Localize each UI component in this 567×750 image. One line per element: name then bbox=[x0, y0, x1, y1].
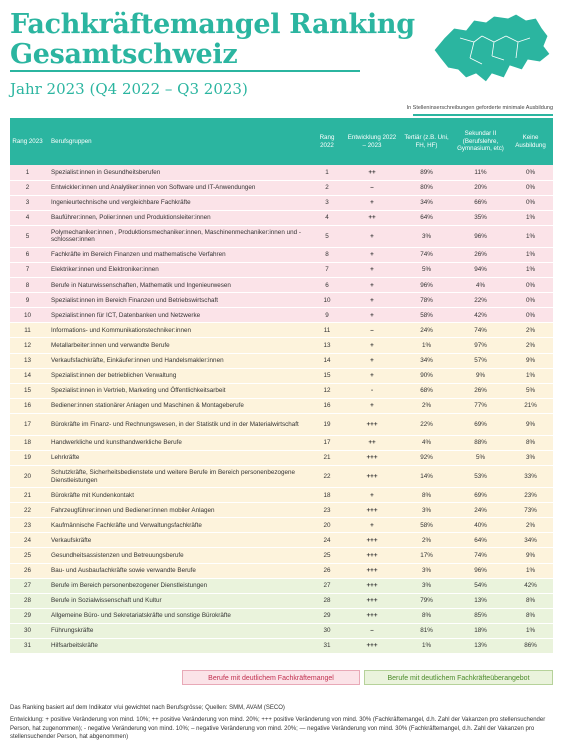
cell-secondary: 96% bbox=[453, 563, 508, 578]
table-row bbox=[10, 195, 553, 210]
table-row bbox=[10, 548, 553, 563]
cell-rank-2022: 6 bbox=[310, 278, 344, 293]
table-row bbox=[10, 466, 553, 488]
cell-none: 0% bbox=[508, 180, 553, 195]
table-row bbox=[10, 210, 553, 225]
cell-rank-2023: 7 bbox=[10, 262, 45, 277]
cell-secondary: 26% bbox=[453, 247, 508, 262]
cell-tertiary: 14% bbox=[400, 466, 453, 488]
cell-group: Hilfsarbeitskräfte bbox=[45, 639, 310, 654]
cell-group: Verkaufsfachkräfte, Einkäufer:innen und Handelsmakler:innen bbox=[45, 353, 310, 368]
cell-none: 8% bbox=[508, 593, 553, 608]
cell-rank-2022: 3 bbox=[310, 195, 344, 210]
cell-rank-2022: 9 bbox=[310, 308, 344, 323]
cell-rank-2023: 24 bbox=[10, 533, 45, 548]
table-row bbox=[10, 293, 553, 308]
cell-tertiary: 17% bbox=[400, 548, 453, 563]
cell-group: Schutzkräfte, Sicherheitsbedienstete und weitere Berufe im Bereich personenbezogene Dienstleistungen bbox=[45, 466, 310, 488]
cell-rank-2022: 11 bbox=[310, 323, 344, 338]
cell-rank-2022: 10 bbox=[310, 293, 344, 308]
cell-rank-2023: 4 bbox=[10, 210, 45, 225]
table-row bbox=[10, 338, 553, 353]
cell-none: 0% bbox=[508, 195, 553, 210]
col-group: Berufsgruppen bbox=[45, 118, 310, 165]
cell-tertiary: 34% bbox=[400, 353, 453, 368]
cell-none: 0% bbox=[508, 308, 553, 323]
cell-trend: + bbox=[344, 308, 400, 323]
table-row bbox=[10, 639, 553, 654]
cell-rank-2022: 29 bbox=[310, 608, 344, 623]
cell-trend: + bbox=[344, 247, 400, 262]
cell-secondary: 13% bbox=[453, 593, 508, 608]
cell-rank-2022: 28 bbox=[310, 593, 344, 608]
cell-group: Kaufmännische Fachkräfte und Verwaltungsfachkräfte bbox=[45, 518, 310, 533]
cell-trend: +++ bbox=[344, 608, 400, 623]
cell-trend: + bbox=[344, 278, 400, 293]
cell-rank-2023: 11 bbox=[10, 323, 45, 338]
cell-rank-2023: 13 bbox=[10, 353, 45, 368]
cell-secondary: 57% bbox=[453, 353, 508, 368]
cell-secondary: 53% bbox=[453, 466, 508, 488]
cell-tertiary: 89% bbox=[400, 165, 453, 180]
cell-none: 1% bbox=[508, 247, 553, 262]
cell-none: 1% bbox=[508, 225, 553, 247]
table-row bbox=[10, 593, 553, 608]
cell-secondary: 64% bbox=[453, 533, 508, 548]
cell-none: 2% bbox=[508, 338, 553, 353]
cell-none: 1% bbox=[508, 563, 553, 578]
cell-tertiary: 5% bbox=[400, 262, 453, 277]
cell-trend: + bbox=[344, 488, 400, 503]
cell-tertiary: 8% bbox=[400, 608, 453, 623]
cell-group: Spezialist:innen der betrieblichen Verwaltung bbox=[45, 368, 310, 383]
cell-trend: + bbox=[344, 225, 400, 247]
cell-rank-2022: 20 bbox=[310, 518, 344, 533]
cell-secondary: 96% bbox=[453, 225, 508, 247]
cell-none: 1% bbox=[508, 262, 553, 277]
cell-group: Spezialist:innen für ICT, Datenbanken und Netzwerke bbox=[45, 308, 310, 323]
cell-secondary: 22% bbox=[453, 293, 508, 308]
cell-secondary: 94% bbox=[453, 262, 508, 277]
table-row bbox=[10, 578, 553, 593]
cell-none: 9% bbox=[508, 548, 553, 563]
cell-secondary: 5% bbox=[453, 451, 508, 466]
table-row bbox=[10, 323, 553, 338]
cell-group: Verkaufskräfte bbox=[45, 533, 310, 548]
cell-group: Lehrkräfte bbox=[45, 451, 310, 466]
title-line-1: Fachkräftemangel Ranking bbox=[10, 9, 415, 40]
cell-secondary: 85% bbox=[453, 608, 508, 623]
cell-secondary: 54% bbox=[453, 578, 508, 593]
cell-tertiary: 22% bbox=[400, 413, 453, 435]
cell-group: Metallarbeiter:innen und verwandte Berufe bbox=[45, 338, 310, 353]
cell-tertiary: 1% bbox=[400, 639, 453, 654]
table-row bbox=[10, 435, 553, 450]
cell-rank-2023: 3 bbox=[10, 195, 45, 210]
cell-secondary: 74% bbox=[453, 548, 508, 563]
cell-none: 2% bbox=[508, 323, 553, 338]
cell-rank-2023: 31 bbox=[10, 639, 45, 654]
cell-trend: + bbox=[344, 262, 400, 277]
cell-rank-2023: 14 bbox=[10, 368, 45, 383]
cell-rank-2023: 5 bbox=[10, 225, 45, 247]
table-row bbox=[10, 623, 553, 638]
cell-rank-2022: 30 bbox=[310, 623, 344, 638]
cell-secondary: 97% bbox=[453, 338, 508, 353]
table-row bbox=[10, 165, 553, 180]
cell-rank-2023: 18 bbox=[10, 435, 45, 450]
cell-tertiary: 58% bbox=[400, 308, 453, 323]
cell-secondary: 40% bbox=[453, 518, 508, 533]
legend-surplus: Berufe mit deutlichem Fachkräfteüberangebot bbox=[364, 670, 553, 685]
cell-group: Polymechaniker:innen , Produktionsmechaniker:innen, Maschinenmechaniker:innen und -schlosser:innen bbox=[45, 225, 310, 247]
cell-secondary: 18% bbox=[453, 623, 508, 638]
cell-group: Handwerkliche und kunsthandwerkliche Berufe bbox=[45, 435, 310, 450]
cell-rank-2022: 22 bbox=[310, 466, 344, 488]
cell-tertiary: 92% bbox=[400, 451, 453, 466]
cell-secondary: 42% bbox=[453, 308, 508, 323]
cell-rank-2023: 1 bbox=[10, 165, 45, 180]
col-rank-2022: Rang 2022 bbox=[310, 118, 344, 165]
cell-rank-2022: 4 bbox=[310, 210, 344, 225]
cell-rank-2023: 21 bbox=[10, 488, 45, 503]
cell-tertiary: 1% bbox=[400, 338, 453, 353]
cell-tertiary: 80% bbox=[400, 180, 453, 195]
cell-rank-2023: 30 bbox=[10, 623, 45, 638]
cell-trend: – bbox=[344, 180, 400, 195]
table-row bbox=[10, 398, 553, 413]
cell-rank-2022: 14 bbox=[310, 353, 344, 368]
cell-group: Gesundheitsassistenzen und Betreuungsberufe bbox=[45, 548, 310, 563]
table-row bbox=[10, 353, 553, 368]
table-row bbox=[10, 533, 553, 548]
cell-none: 5% bbox=[508, 383, 553, 398]
cell-group: Berufe in Sozialwissenschaft und Kultur bbox=[45, 593, 310, 608]
cell-group: Bediener:innen stationärer Anlagen und Maschinen & Montageberufe bbox=[45, 398, 310, 413]
cell-rank-2022: 24 bbox=[310, 533, 344, 548]
cell-tertiary: 74% bbox=[400, 247, 453, 262]
table-row bbox=[10, 488, 553, 503]
cell-tertiary: 2% bbox=[400, 398, 453, 413]
cell-tertiary: 3% bbox=[400, 578, 453, 593]
cell-trend: + bbox=[344, 518, 400, 533]
cell-none: 0% bbox=[508, 278, 553, 293]
cell-rank-2022: 23 bbox=[310, 503, 344, 518]
cell-trend: + bbox=[344, 293, 400, 308]
cell-none: 73% bbox=[508, 503, 553, 518]
cell-rank-2022: 31 bbox=[310, 639, 344, 654]
cell-none: 0% bbox=[508, 293, 553, 308]
cell-tertiary: 90% bbox=[400, 368, 453, 383]
cell-trend: ++ bbox=[344, 435, 400, 450]
cell-tertiary: 3% bbox=[400, 503, 453, 518]
cell-secondary: 74% bbox=[453, 323, 508, 338]
table-row bbox=[10, 451, 553, 466]
col-trend: Entwicklung 2022 – 2023 bbox=[344, 118, 400, 165]
cell-trend: +++ bbox=[344, 466, 400, 488]
col-tertiary: Tertiär (z.B. Uni, FH, HF) bbox=[400, 118, 453, 165]
page-subtitle: Jahr 2023 (Q4 2022 – Q3 2023) bbox=[10, 80, 248, 98]
cell-none: 8% bbox=[508, 435, 553, 450]
cell-rank-2022: 2 bbox=[310, 180, 344, 195]
cell-rank-2023: 23 bbox=[10, 518, 45, 533]
cell-trend: + bbox=[344, 195, 400, 210]
cell-group: Berufe im Bereich personenbezogener Dienstleistungen bbox=[45, 578, 310, 593]
table-row bbox=[10, 278, 553, 293]
cell-none: 33% bbox=[508, 466, 553, 488]
cell-trend: +++ bbox=[344, 578, 400, 593]
col-secondary: Sekundar II (Berufslehre, Gymnasium, etc) bbox=[453, 118, 508, 165]
cell-rank-2022: 13 bbox=[310, 338, 344, 353]
cell-tertiary: 4% bbox=[400, 435, 453, 450]
cell-none: 9% bbox=[508, 413, 553, 435]
cell-group: Führungskräfte bbox=[45, 623, 310, 638]
cell-trend: + bbox=[344, 353, 400, 368]
cell-tertiary: 3% bbox=[400, 563, 453, 578]
cell-rank-2023: 26 bbox=[10, 563, 45, 578]
cell-none: 1% bbox=[508, 623, 553, 638]
table-note: In Stelleninserschreibungen geforderte minimale Ausbildung bbox=[406, 105, 553, 111]
cell-rank-2022: 7 bbox=[310, 262, 344, 277]
table-row bbox=[10, 503, 553, 518]
cell-rank-2022: 27 bbox=[310, 578, 344, 593]
cell-none: 0% bbox=[508, 165, 553, 180]
cell-none: 9% bbox=[508, 353, 553, 368]
cell-rank-2022: 5 bbox=[310, 225, 344, 247]
cell-tertiary: 78% bbox=[400, 293, 453, 308]
cell-rank-2022: 18 bbox=[310, 488, 344, 503]
table-header-row bbox=[10, 118, 553, 165]
cell-none: 34% bbox=[508, 533, 553, 548]
cell-rank-2023: 12 bbox=[10, 338, 45, 353]
table-row bbox=[10, 413, 553, 435]
ranking-table bbox=[10, 118, 553, 654]
cell-secondary: 66% bbox=[453, 195, 508, 210]
cell-tertiary: 34% bbox=[400, 195, 453, 210]
cell-rank-2022: 8 bbox=[310, 247, 344, 262]
cell-group: Berufe in Naturwissenschaften, Mathematik und Ingenieurwesen bbox=[45, 278, 310, 293]
cell-rank-2023: 9 bbox=[10, 293, 45, 308]
cell-rank-2023: 27 bbox=[10, 578, 45, 593]
cell-none: 8% bbox=[508, 608, 553, 623]
title-underline bbox=[10, 70, 360, 72]
cell-rank-2023: 15 bbox=[10, 383, 45, 398]
cell-none: 3% bbox=[508, 451, 553, 466]
cell-trend: +++ bbox=[344, 593, 400, 608]
table-row bbox=[10, 518, 553, 533]
cell-secondary: 26% bbox=[453, 383, 508, 398]
cell-group: Spezialist:innen in Vertrieb, Marketing und Öffentlichkeitsarbeit bbox=[45, 383, 310, 398]
switzerland-map-icon bbox=[430, 8, 554, 88]
cell-secondary: 69% bbox=[453, 413, 508, 435]
table-row bbox=[10, 180, 553, 195]
cell-rank-2022: 25 bbox=[310, 548, 344, 563]
cell-secondary: 88% bbox=[453, 435, 508, 450]
cell-rank-2022: 12 bbox=[310, 383, 344, 398]
page-title bbox=[10, 10, 415, 70]
cell-rank-2022: 1 bbox=[310, 165, 344, 180]
cell-tertiary: 3% bbox=[400, 225, 453, 247]
cell-tertiary: 24% bbox=[400, 323, 453, 338]
cell-secondary: 13% bbox=[453, 639, 508, 654]
cell-trend: ++ bbox=[344, 165, 400, 180]
legend-shortage: Berufe mit deutlichem Fachkräftemangel bbox=[182, 670, 360, 685]
table-row bbox=[10, 368, 553, 383]
cell-trend: + bbox=[344, 368, 400, 383]
cell-tertiary: 8% bbox=[400, 488, 453, 503]
title-line-2: Gesamtschweiz bbox=[10, 39, 238, 70]
cell-group: Bauführer:innen, Polier:innen und Produktionsleiter:innen bbox=[45, 210, 310, 225]
cell-group: Entwickler:innen und Analytiker:innen von Software und IT-Anwendungen bbox=[45, 180, 310, 195]
cell-rank-2022: 21 bbox=[310, 451, 344, 466]
cell-group: Bürokräfte mit Kundenkontakt bbox=[45, 488, 310, 503]
cell-secondary: 9% bbox=[453, 368, 508, 383]
cell-tertiary: 79% bbox=[400, 593, 453, 608]
cell-none: 42% bbox=[508, 578, 553, 593]
cell-tertiary: 58% bbox=[400, 518, 453, 533]
table-row bbox=[10, 563, 553, 578]
cell-tertiary: 68% bbox=[400, 383, 453, 398]
col-rank-2023: Rang 2023 bbox=[10, 118, 45, 165]
cell-rank-2023: 6 bbox=[10, 247, 45, 262]
table-body bbox=[10, 165, 553, 654]
col-none: Keine Ausbildung bbox=[508, 118, 553, 165]
cell-rank-2023: 2 bbox=[10, 180, 45, 195]
cell-rank-2023: 19 bbox=[10, 451, 45, 466]
cell-trend: +++ bbox=[344, 639, 400, 654]
cell-trend: +++ bbox=[344, 563, 400, 578]
cell-rank-2022: 26 bbox=[310, 563, 344, 578]
cell-group: Allgemeine Büro- und Sekretariatskräfte und sonstige Bürokräfte bbox=[45, 608, 310, 623]
table-row bbox=[10, 262, 553, 277]
cell-secondary: 11% bbox=[453, 165, 508, 180]
cell-rank-2023: 29 bbox=[10, 608, 45, 623]
cell-secondary: 20% bbox=[453, 180, 508, 195]
cell-tertiary: 96% bbox=[400, 278, 453, 293]
header-accent-bar bbox=[413, 114, 553, 116]
cell-rank-2023: 25 bbox=[10, 548, 45, 563]
table-row bbox=[10, 608, 553, 623]
cell-trend: - bbox=[344, 383, 400, 398]
cell-group: Ingenieurtechnische und vergleichbare Fachkräfte bbox=[45, 195, 310, 210]
cell-none: 1% bbox=[508, 368, 553, 383]
cell-trend: – bbox=[344, 623, 400, 638]
cell-rank-2022: 17 bbox=[310, 435, 344, 450]
table-row bbox=[10, 225, 553, 247]
cell-trend: ++ bbox=[344, 210, 400, 225]
cell-none: 1% bbox=[508, 210, 553, 225]
cell-rank-2022: 16 bbox=[310, 398, 344, 413]
cell-trend: + bbox=[344, 338, 400, 353]
cell-trend: +++ bbox=[344, 451, 400, 466]
cell-group: Informations- und Kommunikationstechniker:innen bbox=[45, 323, 310, 338]
table-row bbox=[10, 308, 553, 323]
cell-rank-2023: 16 bbox=[10, 398, 45, 413]
footer-legend-text: Entwicklung: + positive Veränderung von mind. 10%; ++ positive Veränderung von mind. 20%; +++ positive Veränderung von mind. 30% (Fachkräftemangel, d.h. Zahl der Vakanzen pro stellensuchender Person, hat zugenommen); - negative Veränderung von mind. 10%; – negative Veränderung von mind. 20%; — negative Veränderung von mind. 30% (Fachkräftemangel, d.h. Zahl der Vakanzen pro stellensuchender Person, hat abgenommen) bbox=[10, 717, 546, 740]
cell-none: 2% bbox=[508, 518, 553, 533]
cell-secondary: 35% bbox=[453, 210, 508, 225]
cell-tertiary: 81% bbox=[400, 623, 453, 638]
cell-rank-2023: 8 bbox=[10, 278, 45, 293]
cell-tertiary: 2% bbox=[400, 533, 453, 548]
cell-secondary: 77% bbox=[453, 398, 508, 413]
cell-group: Fachkräfte im Bereich Finanzen und mathematische Verfahren bbox=[45, 247, 310, 262]
cell-secondary: 69% bbox=[453, 488, 508, 503]
cell-group: Spezialist:innen im Bereich Finanzen und Betriebswirtschaft bbox=[45, 293, 310, 308]
table-row bbox=[10, 383, 553, 398]
cell-trend: + bbox=[344, 398, 400, 413]
cell-trend: +++ bbox=[344, 413, 400, 435]
cell-group: Elektriker:innen und Elektroniker:innen bbox=[45, 262, 310, 277]
cell-secondary: 4% bbox=[453, 278, 508, 293]
cell-rank-2023: 10 bbox=[10, 308, 45, 323]
cell-group: Fahrzeugführer:innen und Bediener:innen mobiler Anlagen bbox=[45, 503, 310, 518]
cell-secondary: 24% bbox=[453, 503, 508, 518]
cell-rank-2023: 17 bbox=[10, 413, 45, 435]
cell-none: 23% bbox=[508, 488, 553, 503]
table-row bbox=[10, 247, 553, 262]
cell-rank-2022: 15 bbox=[310, 368, 344, 383]
cell-group: Bürokräfte im Finanz- und Rechnungswesen, in der Statistik und in der Materialwirtschaft bbox=[45, 413, 310, 435]
cell-trend: – bbox=[344, 323, 400, 338]
cell-rank-2023: 28 bbox=[10, 593, 45, 608]
cell-rank-2022: 19 bbox=[310, 413, 344, 435]
cell-rank-2023: 20 bbox=[10, 466, 45, 488]
cell-group: Bau- und Ausbaufachkräfte sowie verwandte Berufe bbox=[45, 563, 310, 578]
cell-rank-2023: 22 bbox=[10, 503, 45, 518]
cell-trend: +++ bbox=[344, 548, 400, 563]
footer-source: Das Ranking basiert auf dem Indikator v/ui gewichtet nach Berufsgrösse; Quellen: SMM, AVAM (SECO) bbox=[10, 705, 285, 711]
cell-trend: +++ bbox=[344, 533, 400, 548]
cell-none: 86% bbox=[508, 639, 553, 654]
cell-none: 21% bbox=[508, 398, 553, 413]
cell-tertiary: 64% bbox=[400, 210, 453, 225]
cell-group: Spezialist:innen in Gesundheitsberufen bbox=[45, 165, 310, 180]
cell-trend: +++ bbox=[344, 503, 400, 518]
